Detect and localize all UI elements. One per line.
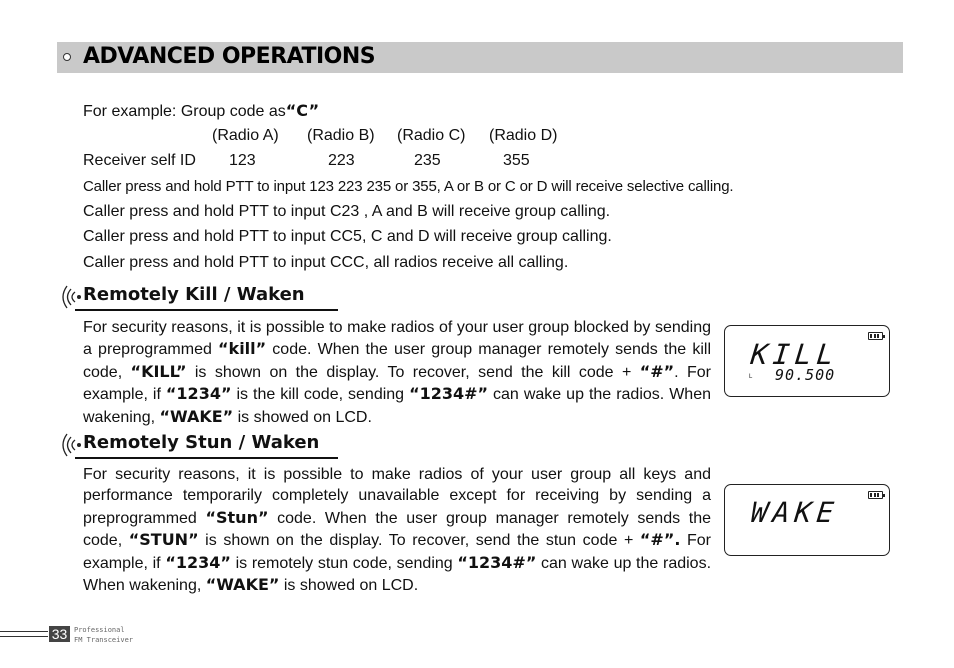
receiver-id: 123 [229, 152, 256, 169]
footer-rule [0, 631, 48, 632]
radio-b-header: (Radio B) [307, 127, 375, 144]
radio-wave-icon [57, 430, 83, 460]
stun-section-heading [57, 430, 357, 460]
footer-rule [0, 636, 48, 637]
lcd-indicator: L [749, 374, 753, 380]
lcd-frequency: 90.500 [775, 366, 836, 384]
example-line: Caller press and hold PTT to input 123 223 235 or 355, A or B or C or D will receive selective calling. [83, 178, 734, 195]
lcd-kill-text: KILL [749, 338, 841, 371]
battery-icon [868, 332, 883, 340]
page-number: 33 [49, 626, 70, 642]
lcd-display-wake [724, 484, 890, 556]
kill-paragraph: For security reasons, it is possible to make radios of your user group blocked by sending a preprogrammed “kill” code. When the user group manager remotely sends the kill code, “KILL” is shown on the display. To recover, send the kill code + “#”. For example, if “1234” is the kill code, sending “1234#” can wake up the radios. When wakening, “WAKE” is showed on LCD. [83, 319, 712, 426]
example-line: Caller press and hold PTT to input CC5, C and D will receive group calling. [83, 228, 612, 245]
bullet-icon [63, 53, 71, 61]
section-header [57, 42, 903, 73]
kill-section-title: Remotely Kill / Waken [83, 284, 305, 305]
footer-label: Professional [74, 626, 125, 634]
heading-underline [75, 457, 338, 459]
receiver-id: 355 [503, 152, 530, 169]
receiver-label: Receiver self ID [83, 152, 196, 169]
example-line: Caller press and hold PTT to input CCC, all radios receive all calling. [83, 254, 569, 271]
example-intro: For example: Group code as“C” [83, 101, 320, 120]
radio-c-header: (Radio C) [397, 127, 466, 144]
stun-section-title: Remotely Stun / Waken [83, 432, 320, 453]
radio-wave-icon [57, 282, 83, 312]
radio-d-header: (Radio D) [489, 127, 558, 144]
kill-section-heading [57, 282, 357, 312]
stun-paragraph: For security reasons, it is possible to make radios of your user group all keys and performance temporarily completely unavailable except for receiving by sending a preprogrammed “Stun” code. When the user group manager remotely sends the code, “STUN” is shown on the display. To recover, send the stun code + “#”. For example, if “1234” is remotely stun code, sending “1234#” can wake up the radios. When wakening, “WAKE” is showed on LCD. [83, 466, 712, 595]
receiver-id: 223 [328, 152, 355, 169]
heading-underline [75, 309, 338, 311]
receiver-id: 235 [414, 152, 441, 169]
radio-a-header: (Radio A) [212, 127, 279, 144]
lcd-display-kill [724, 325, 890, 397]
battery-icon [868, 491, 883, 499]
example-line: Caller press and hold PTT to input C23 , A and B will receive group calling. [83, 203, 611, 220]
page-title: ADVANCED OPERATIONS [83, 44, 376, 69]
footer-label: FM Transceiver [74, 636, 134, 644]
lcd-wake-text: WAKE [749, 496, 841, 529]
